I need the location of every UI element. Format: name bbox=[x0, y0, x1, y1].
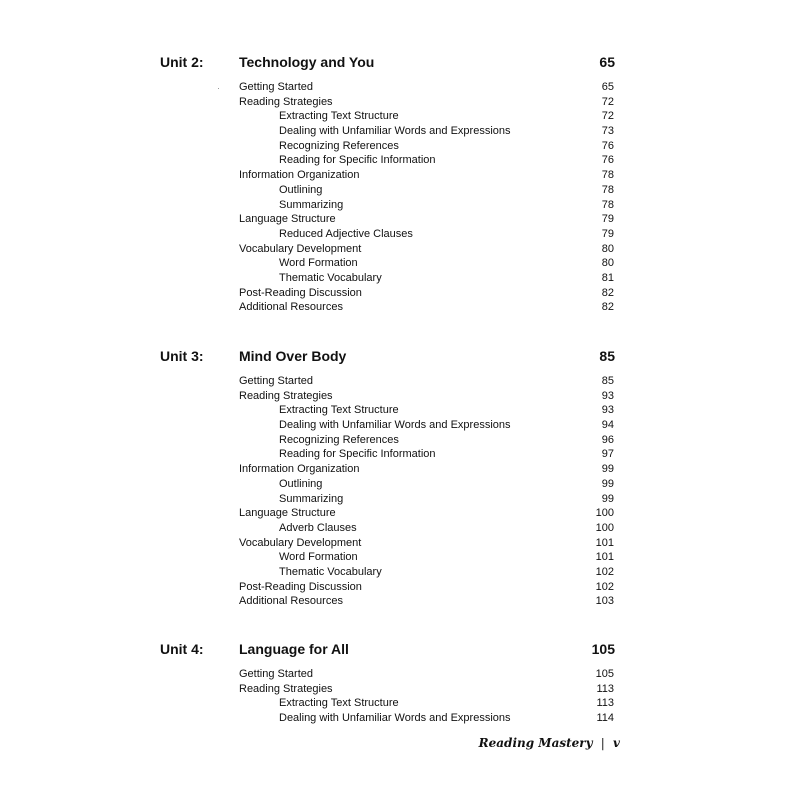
toc-entry-label: Language Structure bbox=[239, 507, 336, 520]
toc-entry-label: Adverb Clauses bbox=[279, 521, 357, 534]
toc-entry bbox=[0, 696, 800, 711]
toc-entry-page: 78 bbox=[601, 198, 614, 211]
toc-entry-page: 82 bbox=[601, 301, 614, 314]
toc-entry-page: 72 bbox=[601, 110, 614, 123]
toc-entry-label: Information Organization bbox=[239, 463, 360, 476]
toc-entry-label: Vocabulary Development bbox=[239, 242, 362, 255]
unit-title: Language for All bbox=[239, 641, 349, 657]
toc-entry-page: 99 bbox=[601, 477, 614, 490]
toc-entry bbox=[0, 374, 800, 389]
toc-entry-label: Getting Started bbox=[239, 668, 313, 680]
toc-entry bbox=[0, 212, 800, 227]
toc-entry bbox=[0, 433, 800, 448]
toc-entry-page: 97 bbox=[601, 448, 614, 461]
footer-book-title: Reading Mastery bbox=[478, 736, 593, 750]
toc-entry-label: Reading Strategies bbox=[239, 682, 333, 695]
unit-title: Mind Over Body bbox=[239, 348, 347, 364]
unit-entries bbox=[0, 667, 800, 726]
toc-entry bbox=[0, 242, 800, 257]
toc-entry bbox=[0, 286, 800, 301]
toc-entry-page: 80 bbox=[601, 257, 614, 270]
toc-entry-label: Outlining bbox=[279, 477, 323, 490]
toc-entry-label: Language Structure bbox=[239, 213, 336, 226]
footer-separator: | bbox=[600, 736, 605, 750]
toc-entry-page: 99 bbox=[601, 463, 614, 476]
toc-entry bbox=[0, 594, 800, 609]
toc-entry bbox=[0, 271, 800, 286]
toc-entry bbox=[0, 521, 800, 536]
toc-entry bbox=[0, 168, 800, 183]
toc-entry-label: Extracting Text Structure bbox=[279, 404, 399, 417]
toc-entry-label: Reduced Adjective Clauses bbox=[279, 227, 413, 240]
footer-page-number: v bbox=[613, 736, 620, 750]
toc-entry bbox=[0, 565, 800, 580]
toc-entry-page: 99 bbox=[601, 492, 614, 505]
toc-entry bbox=[0, 418, 800, 433]
toc-entry-page: 93 bbox=[601, 389, 614, 402]
toc-entry-label: Getting Started bbox=[239, 81, 313, 93]
toc-entry bbox=[0, 256, 800, 271]
toc-entry-page: 103 bbox=[595, 595, 614, 608]
toc-entry-page: 100 bbox=[595, 507, 614, 520]
toc-entry bbox=[0, 667, 800, 682]
toc-entry-page: 79 bbox=[601, 213, 614, 226]
toc-entry-label: Reading for Specific Information bbox=[279, 448, 436, 461]
toc-entry-label: Summarizing bbox=[279, 492, 344, 505]
toc-entry-label: Additional Resources bbox=[239, 301, 343, 314]
toc-entry bbox=[0, 550, 800, 565]
toc-entry-page: 94 bbox=[601, 419, 614, 432]
toc-entry bbox=[0, 403, 800, 418]
toc-entry-label: Additional Resources bbox=[239, 595, 343, 608]
toc-entry-label: Thematic Vocabulary bbox=[279, 271, 382, 284]
toc-entry-page: 101 bbox=[595, 551, 614, 564]
toc-entry-page: 85 bbox=[601, 375, 614, 387]
toc-entry bbox=[0, 536, 800, 551]
toc-entry-page: 96 bbox=[601, 433, 614, 446]
toc-entry-label: Information Organization bbox=[239, 169, 360, 182]
toc-entry bbox=[0, 492, 800, 507]
toc-entry bbox=[0, 477, 800, 492]
unit-page-number: 85 bbox=[599, 348, 615, 364]
toc-entry-page: 101 bbox=[595, 536, 614, 549]
toc-entry bbox=[0, 711, 800, 726]
toc-entry-page: 113 bbox=[596, 697, 614, 710]
toc-entry bbox=[0, 389, 800, 404]
toc-entry-label: Getting Started bbox=[239, 375, 313, 387]
toc-entry-label: Reading Strategies bbox=[239, 389, 333, 402]
toc-entry-label: Dealing with Unfamiliar Words and Expressions bbox=[279, 419, 511, 432]
toc-entry bbox=[0, 95, 800, 110]
unit-entries bbox=[0, 374, 800, 609]
toc-entry bbox=[0, 80, 800, 95]
unit-label: Unit 3: bbox=[160, 348, 204, 364]
toc-entry-label: Recognizing References bbox=[279, 433, 399, 446]
toc-entry-page: 81 bbox=[601, 271, 614, 284]
page-footer bbox=[479, 735, 620, 751]
toc-entry bbox=[0, 139, 800, 154]
toc-entry-page: 80 bbox=[601, 242, 614, 255]
toc-entry-label: Vocabulary Development bbox=[239, 536, 362, 549]
toc-entry-label: Outlining bbox=[279, 183, 323, 196]
toc-entry bbox=[0, 227, 800, 242]
toc-entry-label: Reading for Specific Information bbox=[279, 154, 436, 167]
toc-entry-label: Word Formation bbox=[279, 551, 358, 564]
unit-title: Technology and You bbox=[239, 54, 375, 70]
toc-entry-label: Extracting Text Structure bbox=[279, 697, 399, 710]
toc-entry bbox=[0, 183, 800, 198]
toc-entry bbox=[0, 506, 800, 521]
toc-entry-page: 79 bbox=[601, 227, 614, 240]
toc-entry-label: Extracting Text Structure bbox=[279, 110, 399, 123]
toc-entry-page: 78 bbox=[601, 183, 614, 196]
toc-entry-label: Post-Reading Discussion bbox=[239, 580, 362, 593]
toc-entry-page: 65 bbox=[601, 81, 614, 93]
toc-entry-page: 76 bbox=[601, 139, 614, 152]
toc-entry-label: Thematic Vocabulary bbox=[279, 565, 382, 578]
toc-entry bbox=[0, 124, 800, 139]
toc-entry-label: Dealing with Unfamiliar Words and Expressions bbox=[279, 125, 511, 138]
toc-entry bbox=[0, 198, 800, 213]
unit-entries bbox=[0, 80, 800, 315]
toc-entry-page: 102 bbox=[595, 565, 614, 578]
unit-label: Unit 2: bbox=[160, 54, 204, 70]
toc-entry bbox=[0, 447, 800, 462]
toc-entry-page: 76 bbox=[601, 154, 614, 167]
toc-entry-label: Post-Reading Discussion bbox=[239, 286, 362, 299]
toc-entry-page: 78 bbox=[601, 169, 614, 182]
toc-entry-page: 113 bbox=[596, 682, 614, 695]
unit-page-number: 65 bbox=[599, 54, 615, 70]
toc-entry-label: Reading Strategies bbox=[239, 95, 333, 108]
toc-entry bbox=[0, 580, 800, 595]
unit-label: Unit 4: bbox=[160, 641, 204, 657]
toc-entry-page: 93 bbox=[601, 404, 614, 417]
toc-entry-page: 82 bbox=[601, 286, 614, 299]
toc-entry-page: 73 bbox=[601, 125, 614, 138]
toc-entry-label: Word Formation bbox=[279, 257, 358, 270]
toc-entry-page: 100 bbox=[595, 521, 614, 534]
toc-entry bbox=[0, 300, 800, 315]
toc-entry-page: 114 bbox=[596, 712, 614, 725]
toc-entry-label: Summarizing bbox=[279, 198, 344, 211]
toc-entry-label: Dealing with Unfamiliar Words and Expressions bbox=[279, 712, 511, 725]
toc-entry-page: 102 bbox=[595, 580, 614, 593]
toc-entry-page: 105 bbox=[595, 668, 614, 680]
unit-page-number: 105 bbox=[591, 641, 615, 657]
toc-entry bbox=[0, 153, 800, 168]
toc-entry bbox=[0, 682, 800, 697]
toc-entry-label: Recognizing References bbox=[279, 139, 399, 152]
toc-entry bbox=[0, 462, 800, 477]
toc-entry-page: 72 bbox=[601, 95, 614, 108]
toc-entry bbox=[0, 109, 800, 124]
